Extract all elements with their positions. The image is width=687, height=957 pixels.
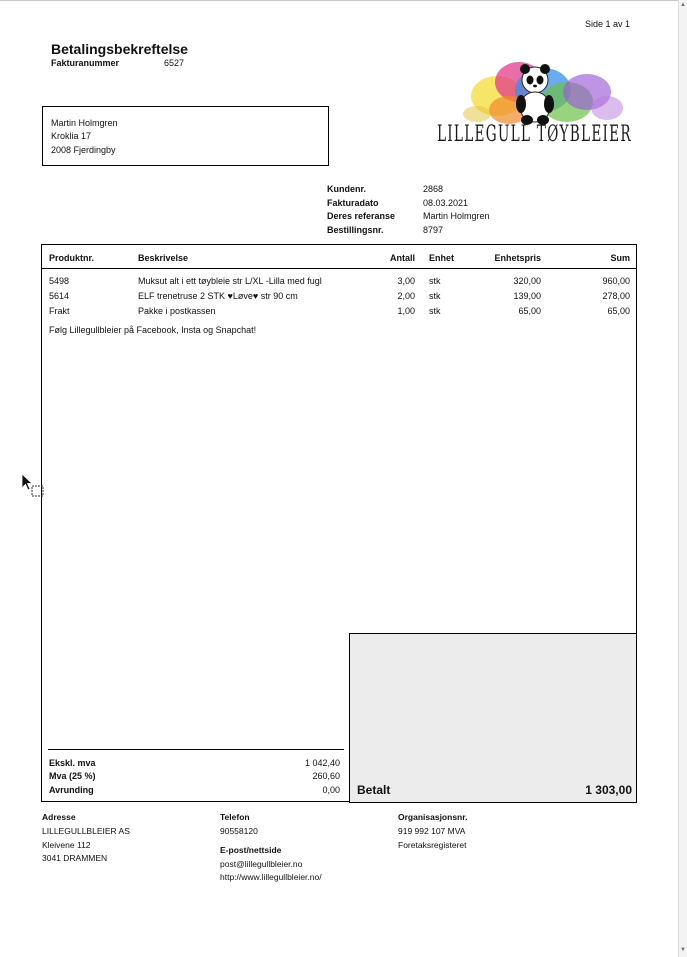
- footer-org-number: 919 992 107 MVA: [398, 826, 466, 836]
- footer-org-label: Organisasjonsnr.: [398, 812, 468, 822]
- order-number-label: Bestillingsnr.: [327, 225, 384, 235]
- scroll-up-arrow-icon[interactable]: ▲: [680, 2, 686, 8]
- summary-divider: [48, 749, 344, 750]
- header-quantity: Antall: [389, 253, 415, 263]
- row-quantity: 3,00: [397, 276, 415, 286]
- footer-street: Kleivene 112: [42, 840, 91, 850]
- row-quantity: 1,00: [397, 306, 415, 316]
- row-sum: 960,00: [602, 276, 630, 286]
- invoice-date-value: 08.03.2021: [423, 198, 469, 208]
- excl-vat-value: 1 042,40: [304, 758, 340, 768]
- row-unit: stk: [429, 291, 441, 301]
- promo-note: Følg Lillegullbleier på Facebook, Insta og Snapchat!: [49, 325, 257, 335]
- invoice-number-label: Fakturanummer: [51, 58, 120, 68]
- footer-web-label: E-post/nettside: [220, 845, 282, 855]
- customer-name: Martin Holmgren: [51, 118, 118, 128]
- footer-email: post@lillegullbleier.no: [220, 859, 303, 869]
- invoice-number-value: 6527: [164, 58, 185, 68]
- total-box: [349, 633, 637, 803]
- row-sum: 278,00: [602, 291, 630, 301]
- footer-city: 3041 DRAMMEN: [42, 853, 108, 863]
- rounding-value: 0,00: [322, 785, 340, 795]
- header-unit: Enhet: [429, 253, 455, 263]
- document-title: Betalingsbekreftelse: [51, 41, 188, 57]
- page-top-border: [0, 0, 687, 1]
- row-description: Pakke i postkassen: [138, 306, 216, 316]
- header-description: Beskrivelse: [138, 253, 189, 263]
- vat-label: Mva (25 %): [49, 771, 96, 781]
- row-unit: stk: [429, 276, 441, 286]
- customer-number-value: 2868: [423, 184, 444, 194]
- excl-vat-label: Ekskl. mva: [49, 758, 96, 768]
- mouse-cursor-icon: [21, 473, 45, 501]
- row-description: Muksut alt i ett tøybleie str L/XL -Lilla med fugl: [138, 276, 322, 286]
- logo-text: LILLEGULL TØYBLEIER: [437, 122, 632, 147]
- row-sum: 65,00: [607, 306, 630, 316]
- order-number-value: 8797: [423, 225, 444, 235]
- company-logo: [437, 52, 637, 160]
- row-product: Frakt: [49, 306, 70, 316]
- footer-phone: 90558120: [220, 826, 258, 836]
- header-product: Produktnr.: [49, 253, 95, 263]
- row-description: ELF trenetruse 2 STK ♥Løve♥ str 90 cm: [138, 291, 298, 301]
- customer-number-label: Kundenr.: [327, 184, 367, 194]
- row-unit-price: 320,00: [513, 276, 541, 286]
- footer-phone-label: Telefon: [220, 812, 250, 822]
- paid-value: 1 303,00: [585, 783, 632, 797]
- invoice-date-label: Fakturadato: [327, 198, 379, 208]
- row-product: 5614: [49, 291, 70, 301]
- footer-address-label: Adresse: [42, 812, 76, 822]
- customer-address-box: [42, 106, 329, 166]
- customer-street: Kroklia 17: [51, 131, 92, 141]
- vertical-scrollbar[interactable]: [678, 0, 687, 957]
- row-unit: stk: [429, 306, 441, 316]
- vat-value: 260,60: [312, 771, 340, 781]
- scroll-down-arrow-icon[interactable]: ▼: [680, 947, 686, 953]
- rounding-label: Avrunding: [49, 785, 94, 795]
- paid-label: Betalt: [357, 783, 391, 797]
- row-quantity: 2,00: [397, 291, 415, 301]
- header-sum: Sum: [610, 253, 630, 263]
- reference-label: Deres referanse: [327, 211, 396, 221]
- footer-company: LILLEGULLBLEIER AS: [42, 826, 130, 836]
- row-product: 5498: [49, 276, 70, 286]
- footer-registry: Foretaksregisteret: [398, 840, 467, 850]
- row-unit-price: 139,00: [513, 291, 541, 301]
- customer-city: 2008 Fjerdingby: [51, 145, 116, 155]
- reference-value: Martin Holmgren: [423, 211, 490, 221]
- footer-url: http://www.lillegullbleier.no/: [220, 872, 322, 882]
- row-unit-price: 65,00: [518, 306, 541, 316]
- header-unit-price: Enhetspris: [494, 253, 541, 263]
- page-number: Side 1 av 1: [585, 19, 631, 29]
- header-divider: [42, 268, 636, 269]
- panda-splash-icon: [437, 52, 637, 132]
